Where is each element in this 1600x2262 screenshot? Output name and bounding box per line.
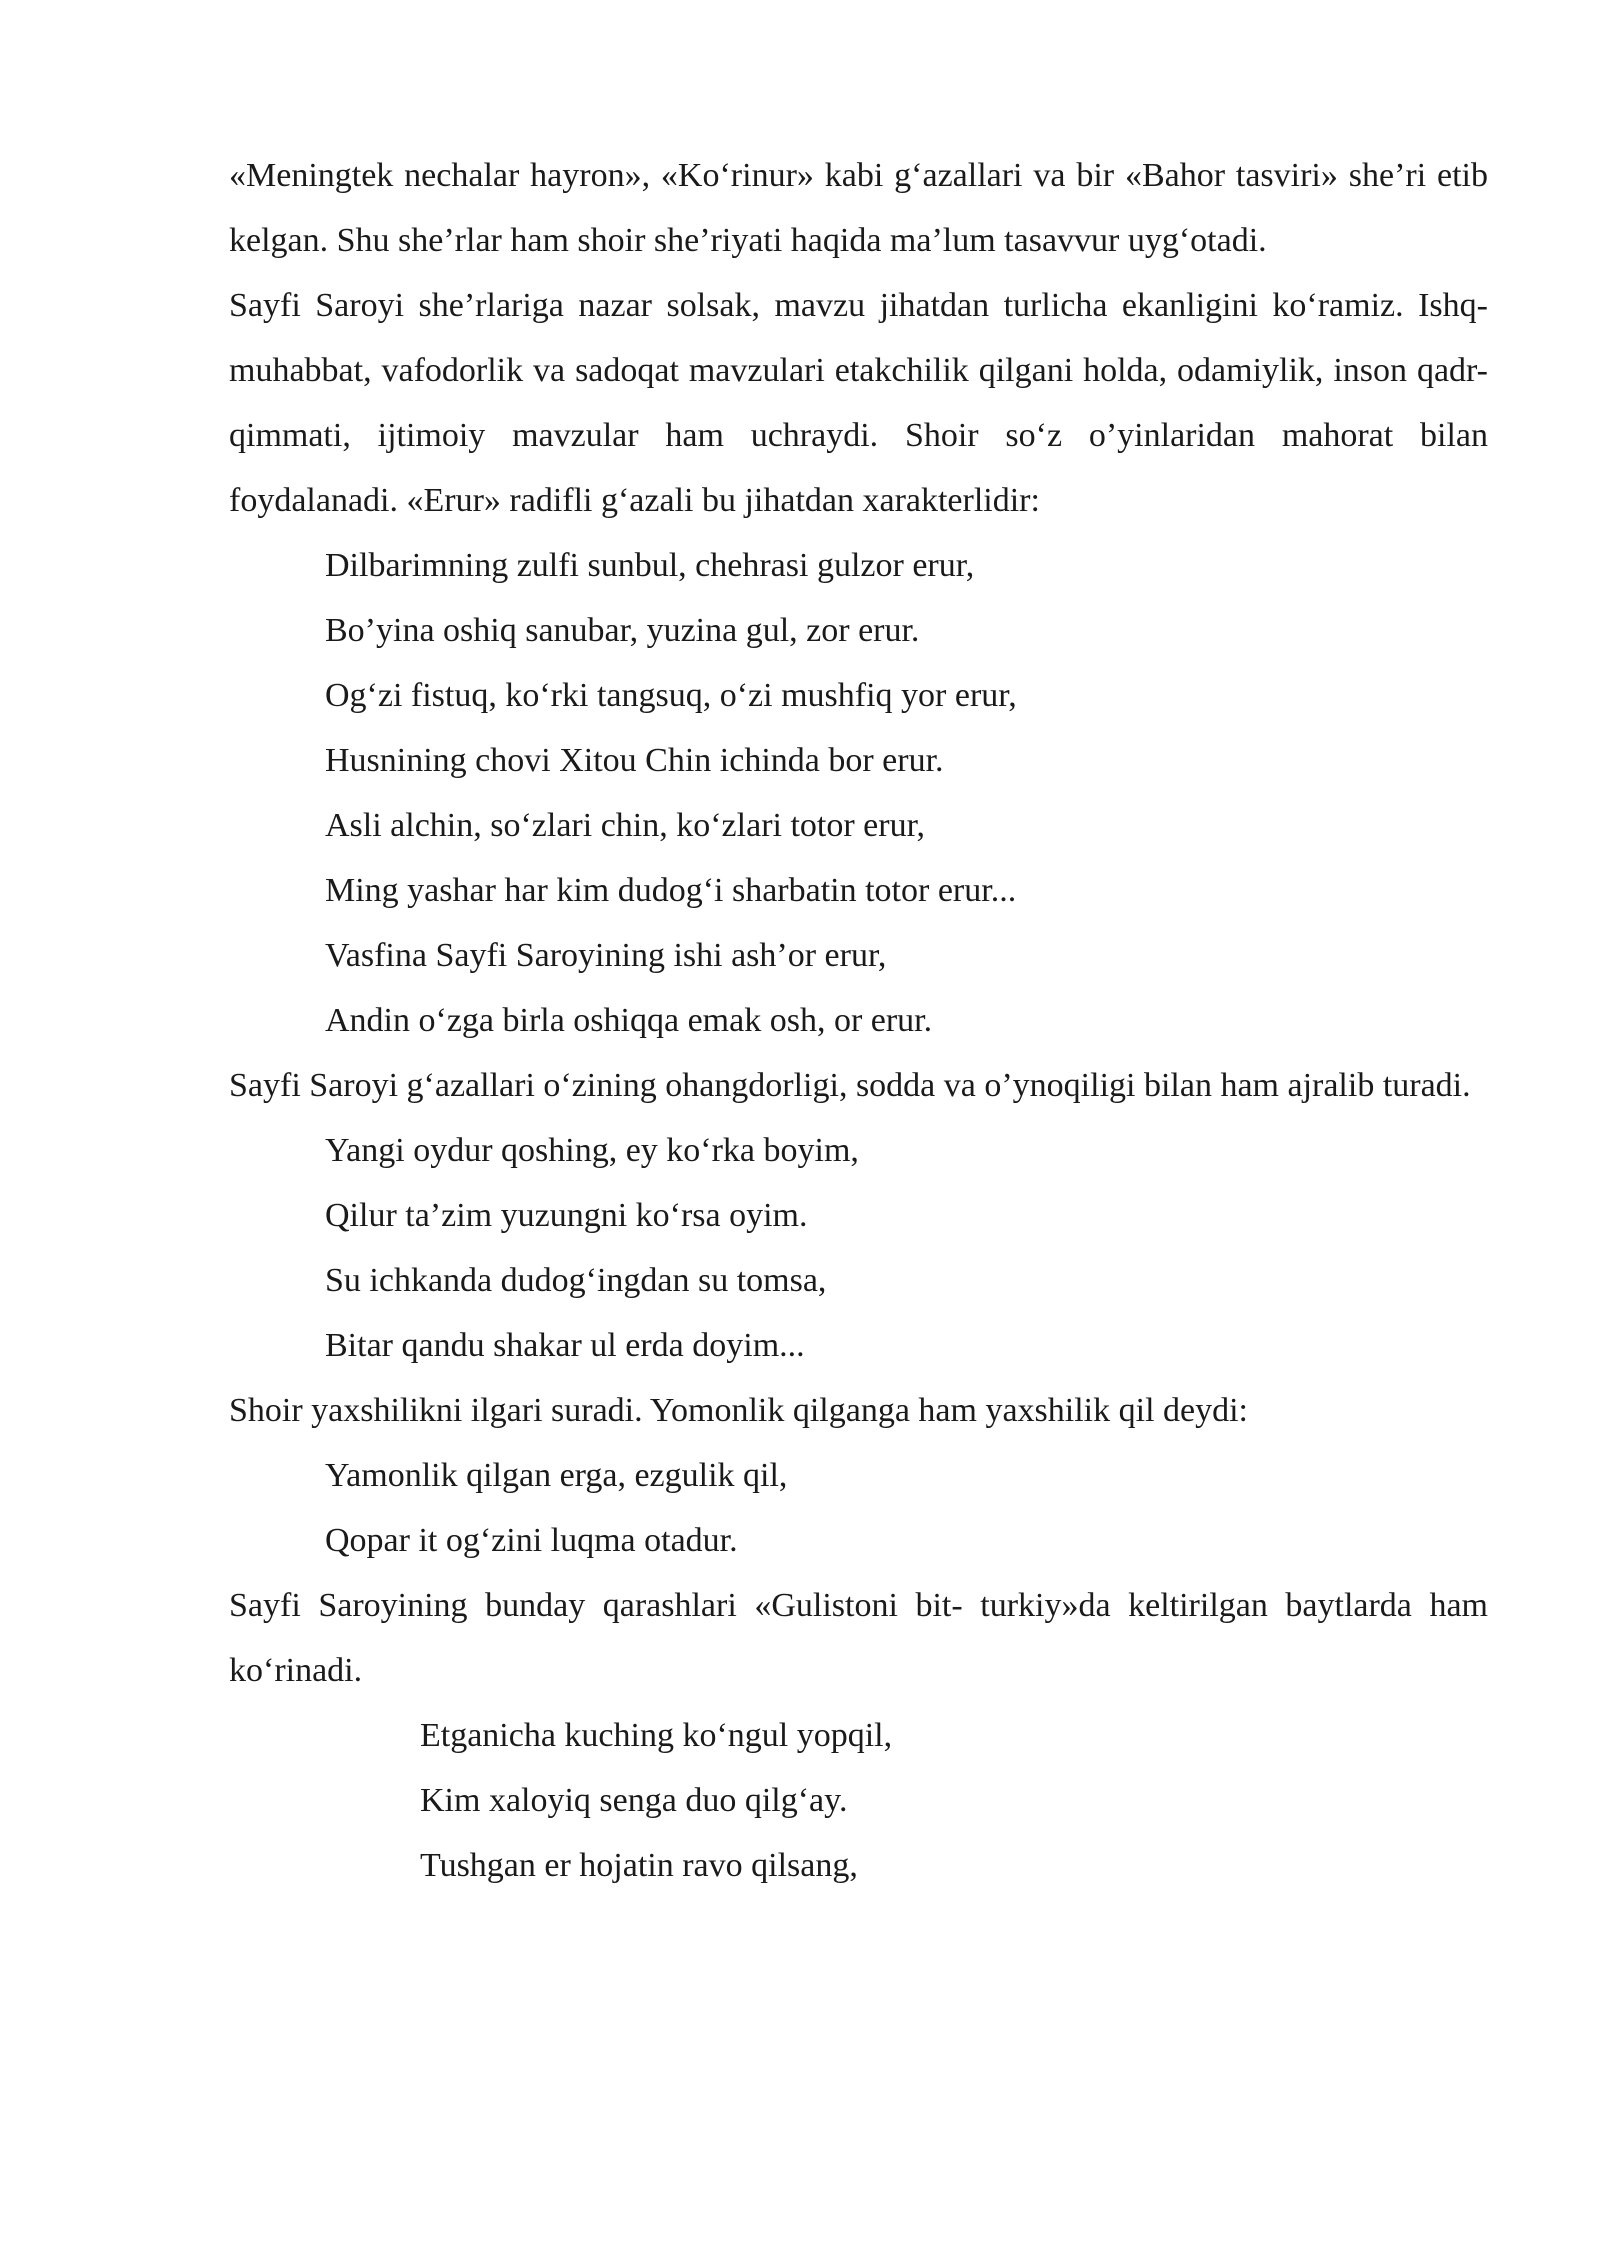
paragraph: Shoir yaxshilikni ilgari suradi. Yomonlik qilganga ham yaxshilik qil deydi: — [229, 1392, 1249, 1429]
verse-line: Yangi oydur qoshing, ey ko‘rka boyim, — [325, 1132, 859, 1169]
verse-line: Bitar qandu shakar ul erda doyim... — [325, 1327, 805, 1364]
verse-line: Vasfina Sayfi Saroyining ishi ash’or erur, — [325, 937, 887, 974]
verse-line: Andin o‘zga birla oshiqqa emak osh, or erur. — [325, 1002, 933, 1039]
verse-line: Dilbarimning zulfi sunbul, chehrasi gulzor erur, — [325, 547, 975, 584]
verse-block — [229, 1118, 1488, 1378]
verse-block — [229, 1443, 1488, 1573]
verse-line: Ming yashar har kim dudog‘i sharbatin totor erur... — [325, 872, 1017, 909]
verse-line: Kim xaloyiq senga duo qilg‘ay. — [420, 1782, 848, 1819]
text-body — [229, 143, 1488, 1898]
verse-line: Etganicha kuching ko‘ngul yopqil, — [420, 1717, 893, 1754]
verse-line: Su ichkanda dudog‘ingdan su tomsa, — [325, 1262, 827, 1299]
verse-line: Qilur ta’zim yuzungni ko‘rsa oyim. — [325, 1197, 808, 1234]
paragraph: Sayfi Saroyining bunday qarashlari «Gulistoni bit- turkiy»da keltirilgan baytlarda ham ko‘rinadi. — [229, 1587, 1488, 1689]
verse-line: Husnining chovi Xitou Chin ichinda bor erur. — [325, 742, 944, 779]
verse-block — [229, 1703, 1488, 1898]
verse-line: Og‘zi fistuq, ko‘rki tangsuq, o‘zi mushfiq yor erur, — [325, 677, 1017, 714]
verse-line: Asli alchin, so‘zlari chin, ko‘zlari totor erur, — [325, 807, 926, 844]
verse-line: Bo’yina oshiq sanubar, yuzina gul, zor erur. — [325, 612, 920, 649]
paragraph: Sayfi Saroyi she’rlariga nazar solsak, mavzu jihatdan turlicha ekanligini ko‘ramiz. Ishq-muhabbat, vafodorlik va sadoqat mavzulari etakchilik qilgani holda, odamiylik, inson qadr-qimmati, ijtimoiy mavzular ham uchraydi. Shoir so‘z o’yinlaridan mahorat bilan foydalanadi. «Erur» radifli g‘azali bu jihatdan xarakterlidir: — [229, 287, 1488, 519]
verse-block — [229, 533, 1488, 1053]
paragraph: «Meningtek nechalar hayron», «Ko‘rinur» kabi g‘azallari va bir «Bahor tasviri» she’ri etib kelgan. Shu she’rlar ham shoir she’riyati haqida ma’lum tasavvur uyg‘otadi. — [229, 157, 1488, 259]
paragraph: Sayfi Saroyi g‘azallari o‘zining ohangdorligi, sodda va o’ynoqiligi bilan ham ajralib turadi. — [229, 1067, 1471, 1104]
verse-line: Qopar it og‘zini luqma otadur. — [325, 1522, 738, 1559]
verse-line: Yamonlik qilgan erga, ezgulik qil, — [325, 1457, 788, 1494]
verse-line: Tushgan er hojatin ravo qilsang, — [420, 1847, 858, 1884]
